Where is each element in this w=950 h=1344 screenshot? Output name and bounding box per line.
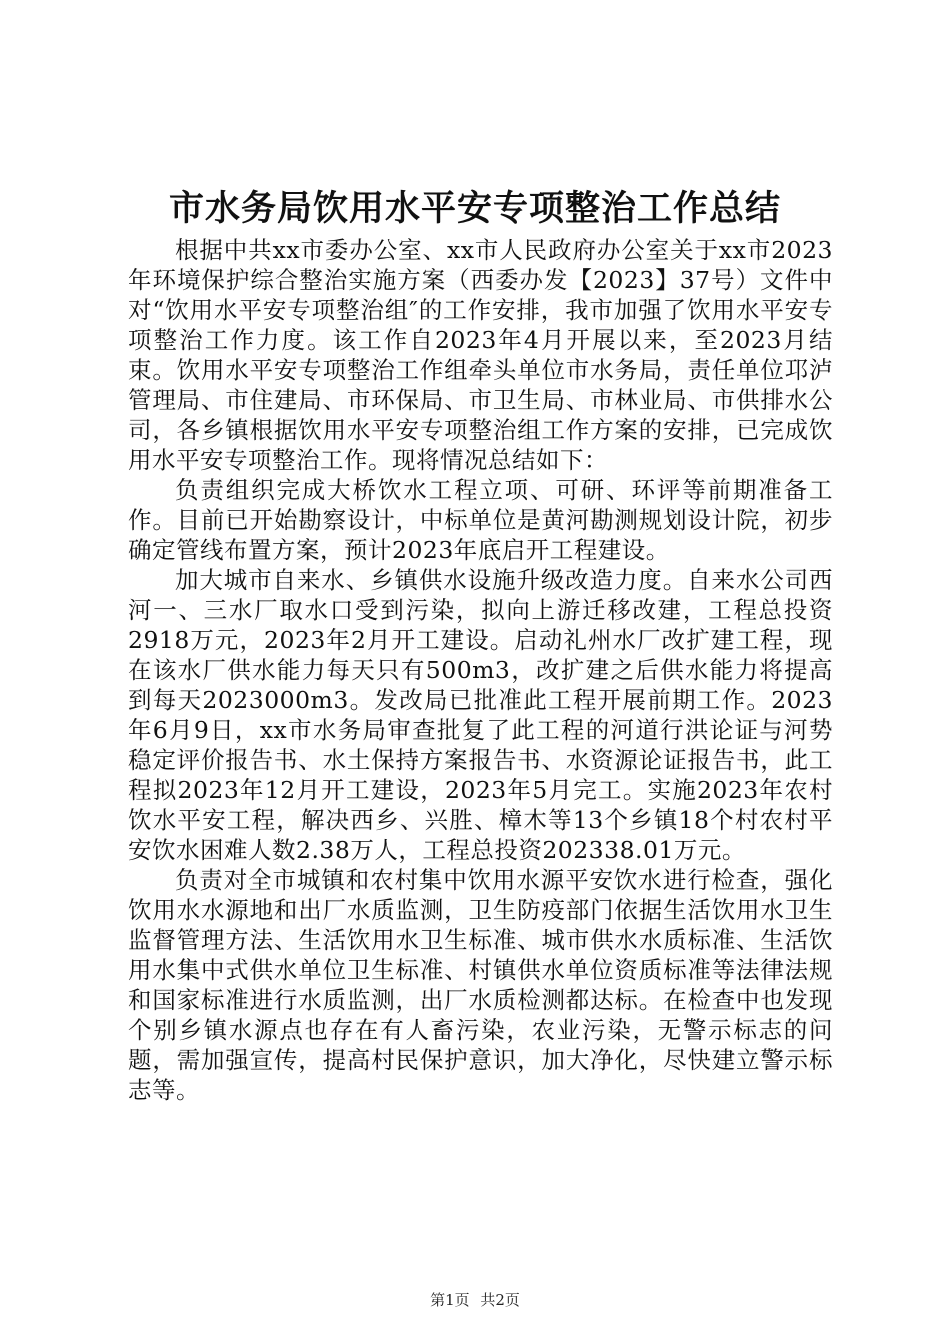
page-total: 共2页 bbox=[480, 1291, 520, 1309]
document-body bbox=[128, 235, 833, 1105]
page-number: 第1页 bbox=[430, 1291, 470, 1309]
paragraph-water-facilities: 加大城市自来水、乡镇供水设施升级改造力度。自来水公司西河一、三水厂取水口受到污染，拟向上游迁移改建，工程总投资2918万元，2023年2月开工建设。启动礼州水厂改扩建工程，现在该水厂供水能力每天只有500m3，改扩建之后供水能力将提高到每天2023000m3。发改局已批准此工程开展前期工作。2023年6月9日，xx市水务局审查批复了此工程的河道行洪论证与河势稳定评价报告书、水土保持方案报告书、水资源论证报告书，此工程拟2023年12月开工建设，2023年5月完工。实施2023年农村饮水平安工程，解决西乡、兴胜、樟木等13个乡镇18个村农村平安饮水困难人数2.38万人，工程总投资202338.01万元。 bbox=[128, 566, 833, 864]
paragraph-water-inspection: 负责对全市城镇和农村集中饮用水源平安饮水进行检查，强化饮用水水源地和出厂水质监测，卫生防疫部门依据生活饮用水卫生监督管理方法、生活饮用水卫生标准、城市供水水质标准、生活饮用水集中式供水单位卫生标准、村镇供水单位资质标准等法律法规和国家标准进行水质监测，出厂水质检测都达标。在检查中也发现个别乡镇水源点也存在有人畜污染，农业污染，无警示标志的问题，需加强宣传，提高村民保护意识，加大净化，尽快建立警示标志等。 bbox=[128, 866, 833, 1104]
paragraph-intro: 根据中共xx市委办公室、xx市人民政府办公室关于xx市2023年环境保护综合整治实施方案（西委办发【2023】37号）文件中对“饮用水平安专项整治组″的工作安排，我市加强了饮用水平安专项整治工作力度。该工作自2023年4月开展以来，至2023月结束。饮用水平安专项整治工作组牵头单位市水务局，责任单位邛泸管理局、市住建局、市环保局、市卫生局、市林业局、市供排水公司，各乡镇根据饮用水平安专项整治组工作方案的安排，已完成饮用水平安专项整治工作。现将情况总结如下： bbox=[128, 236, 833, 474]
page-footer bbox=[0, 1290, 950, 1310]
document-title: 市水务局饮用水平安专项整治工作总结 bbox=[168, 188, 781, 229]
paragraph-bridge-project: 负责组织完成大桥饮水工程立项、可研、环评等前期准备工作。目前已开始勘察设计，中标单位是黄河勘测规划设计院，初步确定管线布置方案，预计2023年底启开工程建设。 bbox=[128, 476, 833, 564]
